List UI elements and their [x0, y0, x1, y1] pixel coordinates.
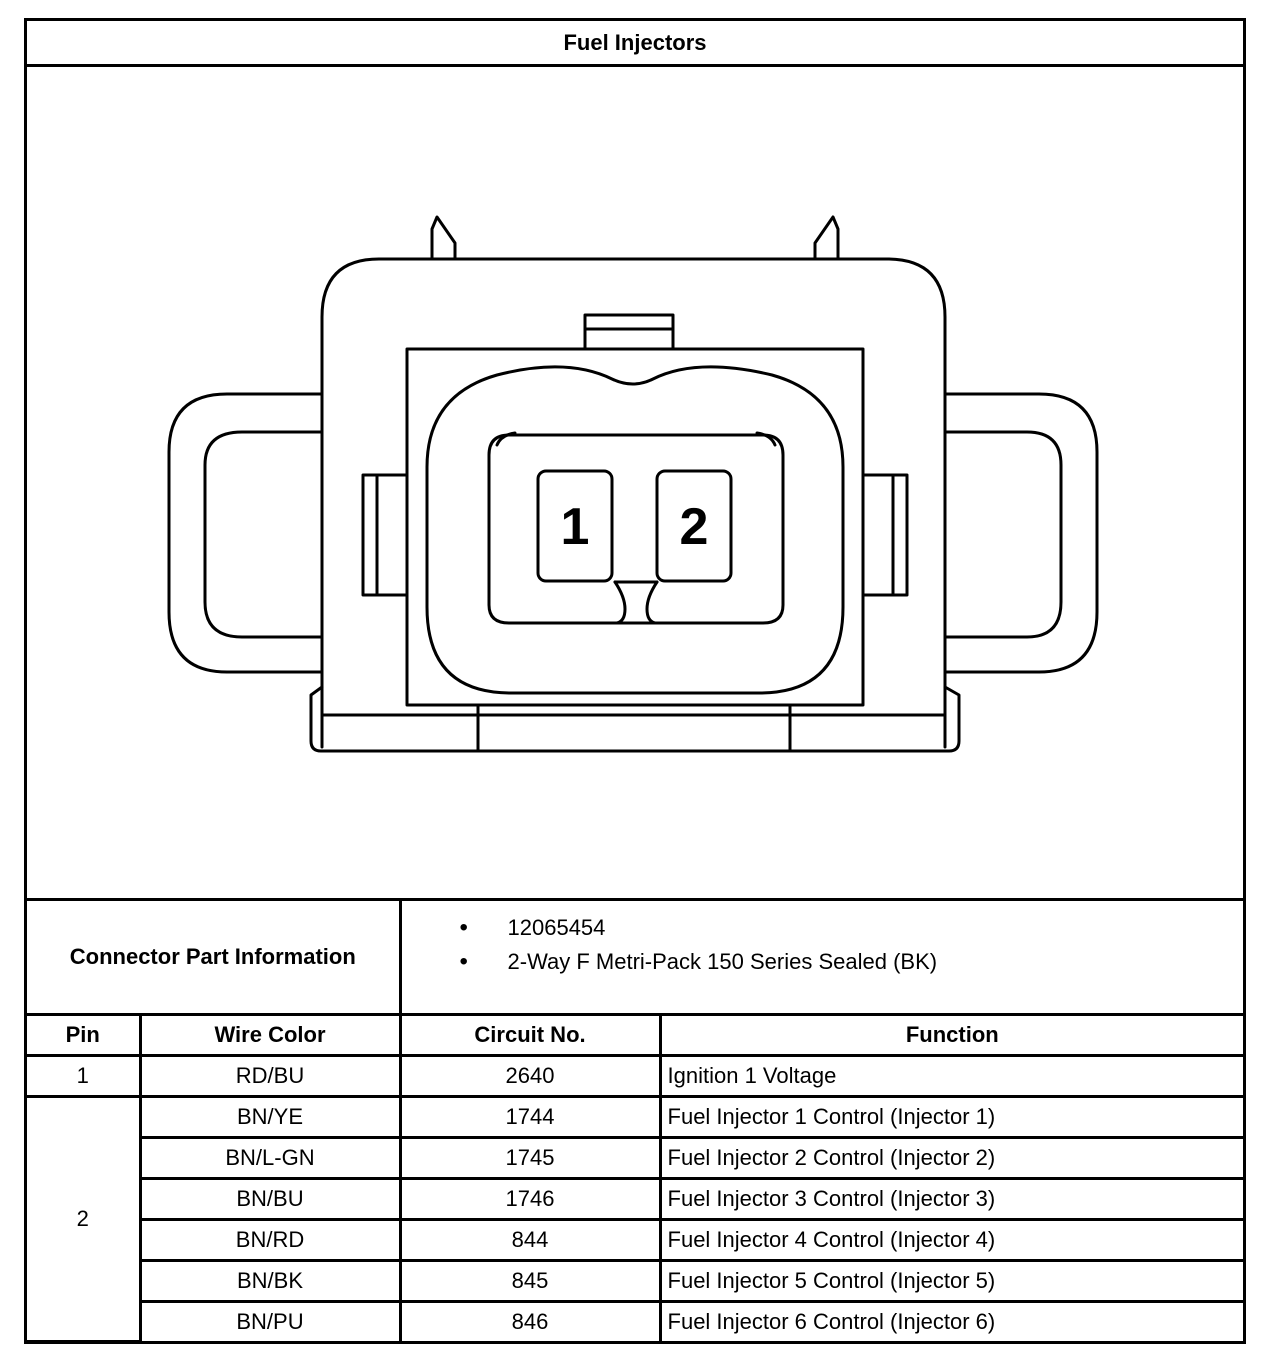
- function-cell: Fuel Injector 2 Control (Injector 2): [660, 1138, 1243, 1179]
- sheet-title: Fuel Injectors: [27, 21, 1243, 67]
- top-key: [585, 315, 673, 350]
- wire-color-cell: BN/BU: [140, 1179, 400, 1220]
- function-cell: Fuel Injector 1 Control (Injector 1): [660, 1097, 1243, 1138]
- pin-cell: 1: [27, 1056, 140, 1097]
- wire-color-cell: BN/L-GN: [140, 1138, 400, 1179]
- table-row: [27, 1261, 1243, 1302]
- part-number: • 12065454: [460, 911, 1244, 945]
- circuit-cell: 2640: [400, 1056, 660, 1097]
- wire-color-cell: RD/BU: [140, 1056, 400, 1097]
- right-side-tab: [863, 475, 907, 595]
- wire-color-cell: BN/BK: [140, 1261, 400, 1302]
- circuit-cell: 845: [400, 1261, 660, 1302]
- circuit-cell: 846: [400, 1302, 660, 1342]
- pin-cell: 2: [27, 1097, 140, 1342]
- table-row: [27, 1138, 1243, 1179]
- circuit-cell: 1744: [400, 1097, 660, 1138]
- header-pin: Pin: [27, 1015, 140, 1056]
- face-frame: [407, 349, 863, 705]
- connector-sheet: [24, 18, 1246, 1344]
- table-header-row: [27, 1015, 1243, 1056]
- function-cell: Fuel Injector 6 Control (Injector 6): [660, 1302, 1243, 1342]
- pinout-table: [27, 898, 1243, 1343]
- right-latch: [945, 394, 1097, 672]
- wire-color-cell: BN/PU: [140, 1302, 400, 1342]
- circuit-cell: 1746: [400, 1179, 660, 1220]
- function-cell: Ignition 1 Voltage: [660, 1056, 1243, 1097]
- table-row: [27, 1302, 1243, 1342]
- left-side-tab: [363, 475, 407, 595]
- pin-2-label: 2: [679, 498, 709, 556]
- header-wire-color: Wire Color: [140, 1015, 400, 1056]
- top-left-ear: [432, 217, 455, 259]
- table-row: [27, 1179, 1243, 1220]
- function-cell: Fuel Injector 3 Control (Injector 3): [660, 1179, 1243, 1220]
- wire-color-cell: BN/YE: [140, 1097, 400, 1138]
- table-row: [27, 1056, 1243, 1097]
- function-cell: Fuel Injector 5 Control (Injector 5): [660, 1261, 1243, 1302]
- connector-part-info-list: [400, 900, 1243, 1015]
- table-row: [27, 1220, 1243, 1261]
- left-latch: [169, 394, 322, 672]
- table-row: [27, 1097, 1243, 1138]
- connector-drawing: [27, 67, 1243, 901]
- pin-1-label: 1: [560, 498, 590, 556]
- connector-part-info-row: [27, 900, 1243, 1015]
- right-latch-inner: [945, 432, 1061, 637]
- function-cell: Fuel Injector 4 Control (Injector 4): [660, 1220, 1243, 1261]
- connector-description: • 2-Way F Metri-Pack 150 Series Sealed (BK): [460, 945, 1244, 979]
- connector-part-info-label: Connector Part Information: [27, 900, 400, 1015]
- connector-face-svg: [27, 67, 1243, 901]
- circuit-cell: 1745: [400, 1138, 660, 1179]
- header-function: Function: [660, 1015, 1243, 1056]
- header-circuit-no: Circuit No.: [400, 1015, 660, 1056]
- circuit-cell: 844: [400, 1220, 660, 1261]
- left-latch-inner: [205, 432, 322, 637]
- wire-color-cell: BN/RD: [140, 1220, 400, 1261]
- top-right-ear: [815, 217, 838, 259]
